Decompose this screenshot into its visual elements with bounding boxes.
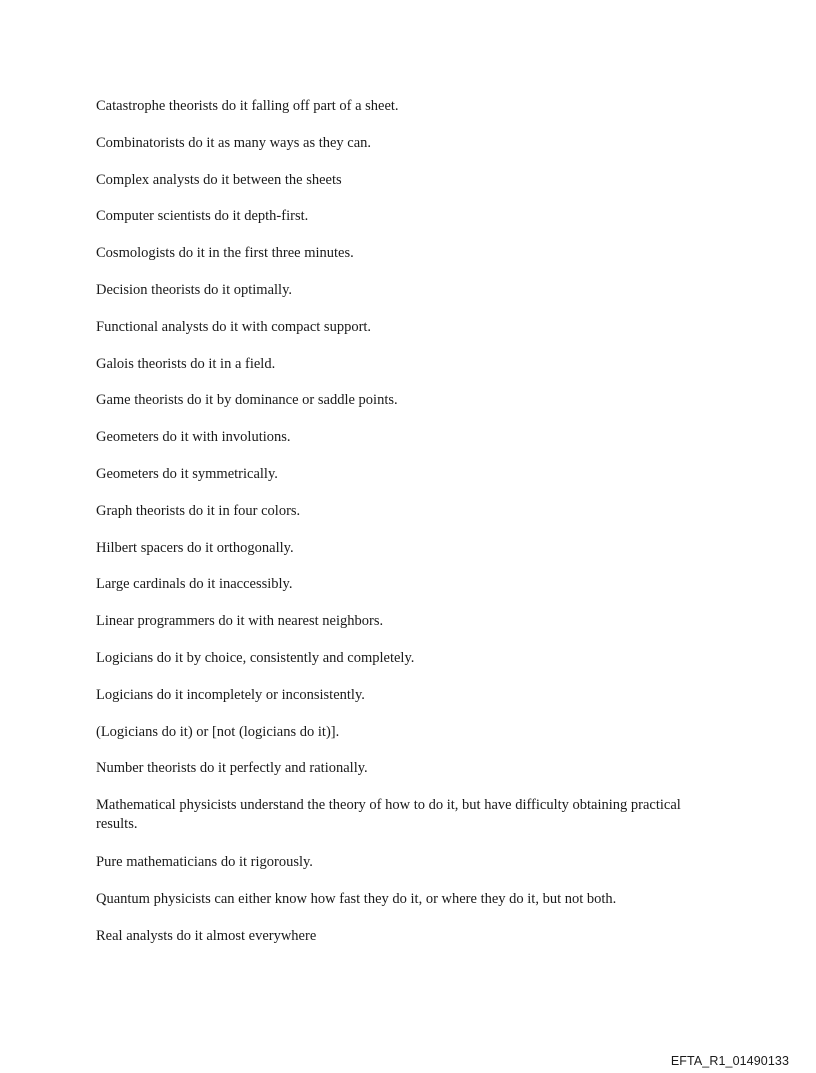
text-line: Graph theorists do it in four colors.	[96, 502, 301, 519]
document-id: EFTA_R1_01490133	[670, 1054, 789, 1068]
text-line: Decision theorists do it optimally.	[96, 281, 292, 298]
text-line: Linear programmers do it with nearest neighbors.	[96, 613, 384, 630]
text-line: Game theorists do it by dominance or saddle points.	[96, 392, 398, 409]
text-line: Pure mathematicians do it rigorously.	[96, 853, 313, 870]
text-line: Geometers do it symmetrically.	[96, 465, 278, 482]
text-line: Functional analysts do it with compact support.	[96, 318, 372, 335]
text-line: Computer scientists do it depth-first.	[96, 208, 309, 225]
text-lines	[96, 97, 696, 963]
text-line: Real analysts do it almost everywhere	[96, 927, 317, 944]
text-line: Number theorists do it perfectly and rationally.	[96, 760, 368, 777]
text-line: (Logicians do it) or [not (logicians do it)].	[96, 723, 340, 740]
text-line: Catastrophe theorists do it falling off part of a sheet.	[96, 98, 399, 114]
text-line: Geometers do it with involutions.	[96, 429, 291, 446]
text-line: Large cardinals do it inaccessibly.	[96, 576, 293, 593]
text-line: Logicians do it by choice, consistently and completely.	[96, 649, 415, 666]
text-line: Galois theorists do it in a field.	[96, 355, 276, 372]
text-line: Cosmologists do it in the first three minutes.	[96, 245, 354, 262]
text-line: Quantum physicists can either know how fast they do it, or where they do it, but not both.	[96, 890, 617, 907]
text-line: Complex analysts do it between the sheets	[96, 171, 342, 188]
text-line: Mathematical physicists understand the theory of how to do it, but have difficulty obtaining practical results.	[96, 797, 681, 833]
text-line: Hilbert spacers do it orthogonally.	[96, 539, 294, 556]
text-line: Logicians do it incompletely or inconsistently.	[96, 686, 365, 703]
text-line: Combinatorists do it as many ways as they can.	[96, 134, 372, 151]
